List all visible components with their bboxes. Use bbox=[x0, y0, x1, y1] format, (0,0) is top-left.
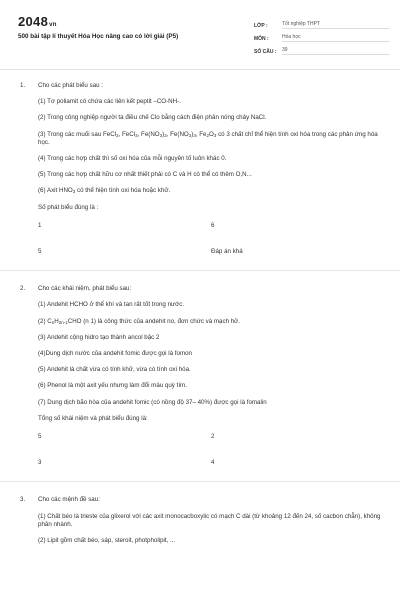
answer-option[interactable]: 5 bbox=[38, 433, 42, 441]
document-title: 500 bài tập lí thuyết Hóa Học nâng cao có lời giải (P5) bbox=[18, 33, 179, 40]
question-item bbox=[0, 82, 400, 256]
site-logo[interactable] bbox=[18, 14, 57, 29]
answer-option[interactable]: 6 bbox=[211, 221, 215, 229]
statement: (1) Tơ poliamit có chứa các liên kết peptit –CO-NH-. bbox=[38, 98, 181, 106]
question-number: 1. bbox=[20, 82, 26, 89]
header bbox=[0, 0, 400, 70]
statement: (2) Trong công nghiệp người ta điều chế Clo bằng cách điện phân nóng chảy NaCl. bbox=[38, 114, 267, 122]
statement: (3) Andehit cộng hidro tạo thành ancol bậc 2 bbox=[38, 333, 160, 341]
statement: (6) Phenol là một axit yếu nhưng làm đổi màu quỳ tím. bbox=[38, 382, 187, 390]
meta-value: Hóa học bbox=[282, 34, 390, 42]
question-list bbox=[0, 82, 400, 553]
question-item bbox=[0, 496, 400, 545]
logo-text[interactable]: 2048 bbox=[18, 14, 49, 29]
statement: (5) Trong các hợp chất hữu cơ nhất thiết phải có C và H có thể có thêm O,N... bbox=[38, 171, 252, 179]
meta-value: 39 bbox=[282, 47, 390, 55]
meta-row bbox=[254, 16, 390, 29]
answer-option[interactable]: 1 bbox=[38, 221, 42, 229]
question-divider bbox=[0, 270, 400, 271]
statement: (5) Andehit là chất vừa có tính khử, vừa có tính oxi hóa. bbox=[38, 366, 191, 374]
answer-option[interactable]: 2 bbox=[211, 433, 215, 441]
header-divider bbox=[0, 69, 400, 70]
statement: (6) Axit $HNO_3$ có thể hiện tính oxi hóa hoặc khử. bbox=[38, 187, 171, 195]
meta-label: SỐ CÂU : bbox=[254, 49, 277, 55]
question-item bbox=[0, 285, 400, 467]
meta-label: LỚP : bbox=[254, 23, 268, 29]
question-number: 3. bbox=[20, 496, 26, 504]
answer-option[interactable]: 5 bbox=[38, 248, 42, 256]
answer-options bbox=[38, 433, 384, 467]
question-text: Cho các khái niệm, phát biểu sau: bbox=[38, 285, 132, 293]
statement: Số phát biểu đúng là : bbox=[38, 203, 99, 211]
question-divider bbox=[0, 481, 400, 482]
meta-label: MÔN : bbox=[254, 36, 269, 42]
statement: (3) Trong các muối sau FeCl$_2$, FeCl$_3$, $Fe(NO_3)_2$, $Fe(NO_3)_3$, $Fe_2O_3$ có 3 chất chỉ thể hiện tính oxi hóa trong các phản ứng hóa học. bbox=[38, 130, 378, 146]
statement: (7) Dung dịch bão hòa của andehit fomic (có nồng độ 37– 40%) được gọi là fomalin bbox=[38, 398, 267, 406]
document-meta bbox=[254, 16, 390, 55]
question-text: Cho các phát biểu sau : bbox=[38, 82, 104, 89]
answer-option[interactable]: 4 bbox=[211, 459, 215, 467]
statement: (4) Trong các hợp chất thì số oxi hóa của mỗi nguyên tố luôn khác 0. bbox=[38, 155, 227, 163]
statement: (2) $C_nH_{2n-1}CHO$ (n 1) là công thức của andehit no, đơn chức và mạch hở. bbox=[38, 317, 240, 325]
statement: (4)Dung dịch nước của andehit fomic được gọi là fomon bbox=[38, 350, 192, 358]
statement: Tổng số khái niệm và phát biểu đúng là: bbox=[38, 414, 148, 422]
meta-row bbox=[254, 42, 390, 55]
meta-row bbox=[254, 29, 390, 42]
answer-option[interactable]: Đáp án khá bbox=[211, 248, 243, 256]
logo-suffix[interactable]: vn bbox=[49, 22, 57, 28]
question-text: Cho các mệnh đề sau: bbox=[38, 496, 100, 504]
statement: (2) Lipit gồm chất béo, sáp, steroit, photpholipit, ... bbox=[38, 537, 176, 545]
statement: (1) Chất béo là trieste của glixerol với các axit monocacboxylic có mạch C dài (từ khoảng 12 đến 24, số cacbon chẵn), không phân nhánh. bbox=[38, 512, 381, 528]
meta-value: Tốt nghiệp THPT bbox=[282, 21, 390, 29]
statement: (1) Andehit HCHO ở thể khí và tan rất tốt trong nước. bbox=[38, 301, 185, 309]
question-number: 2. bbox=[20, 285, 26, 293]
answer-options bbox=[38, 222, 384, 256]
answer-option[interactable]: 3 bbox=[38, 459, 42, 467]
